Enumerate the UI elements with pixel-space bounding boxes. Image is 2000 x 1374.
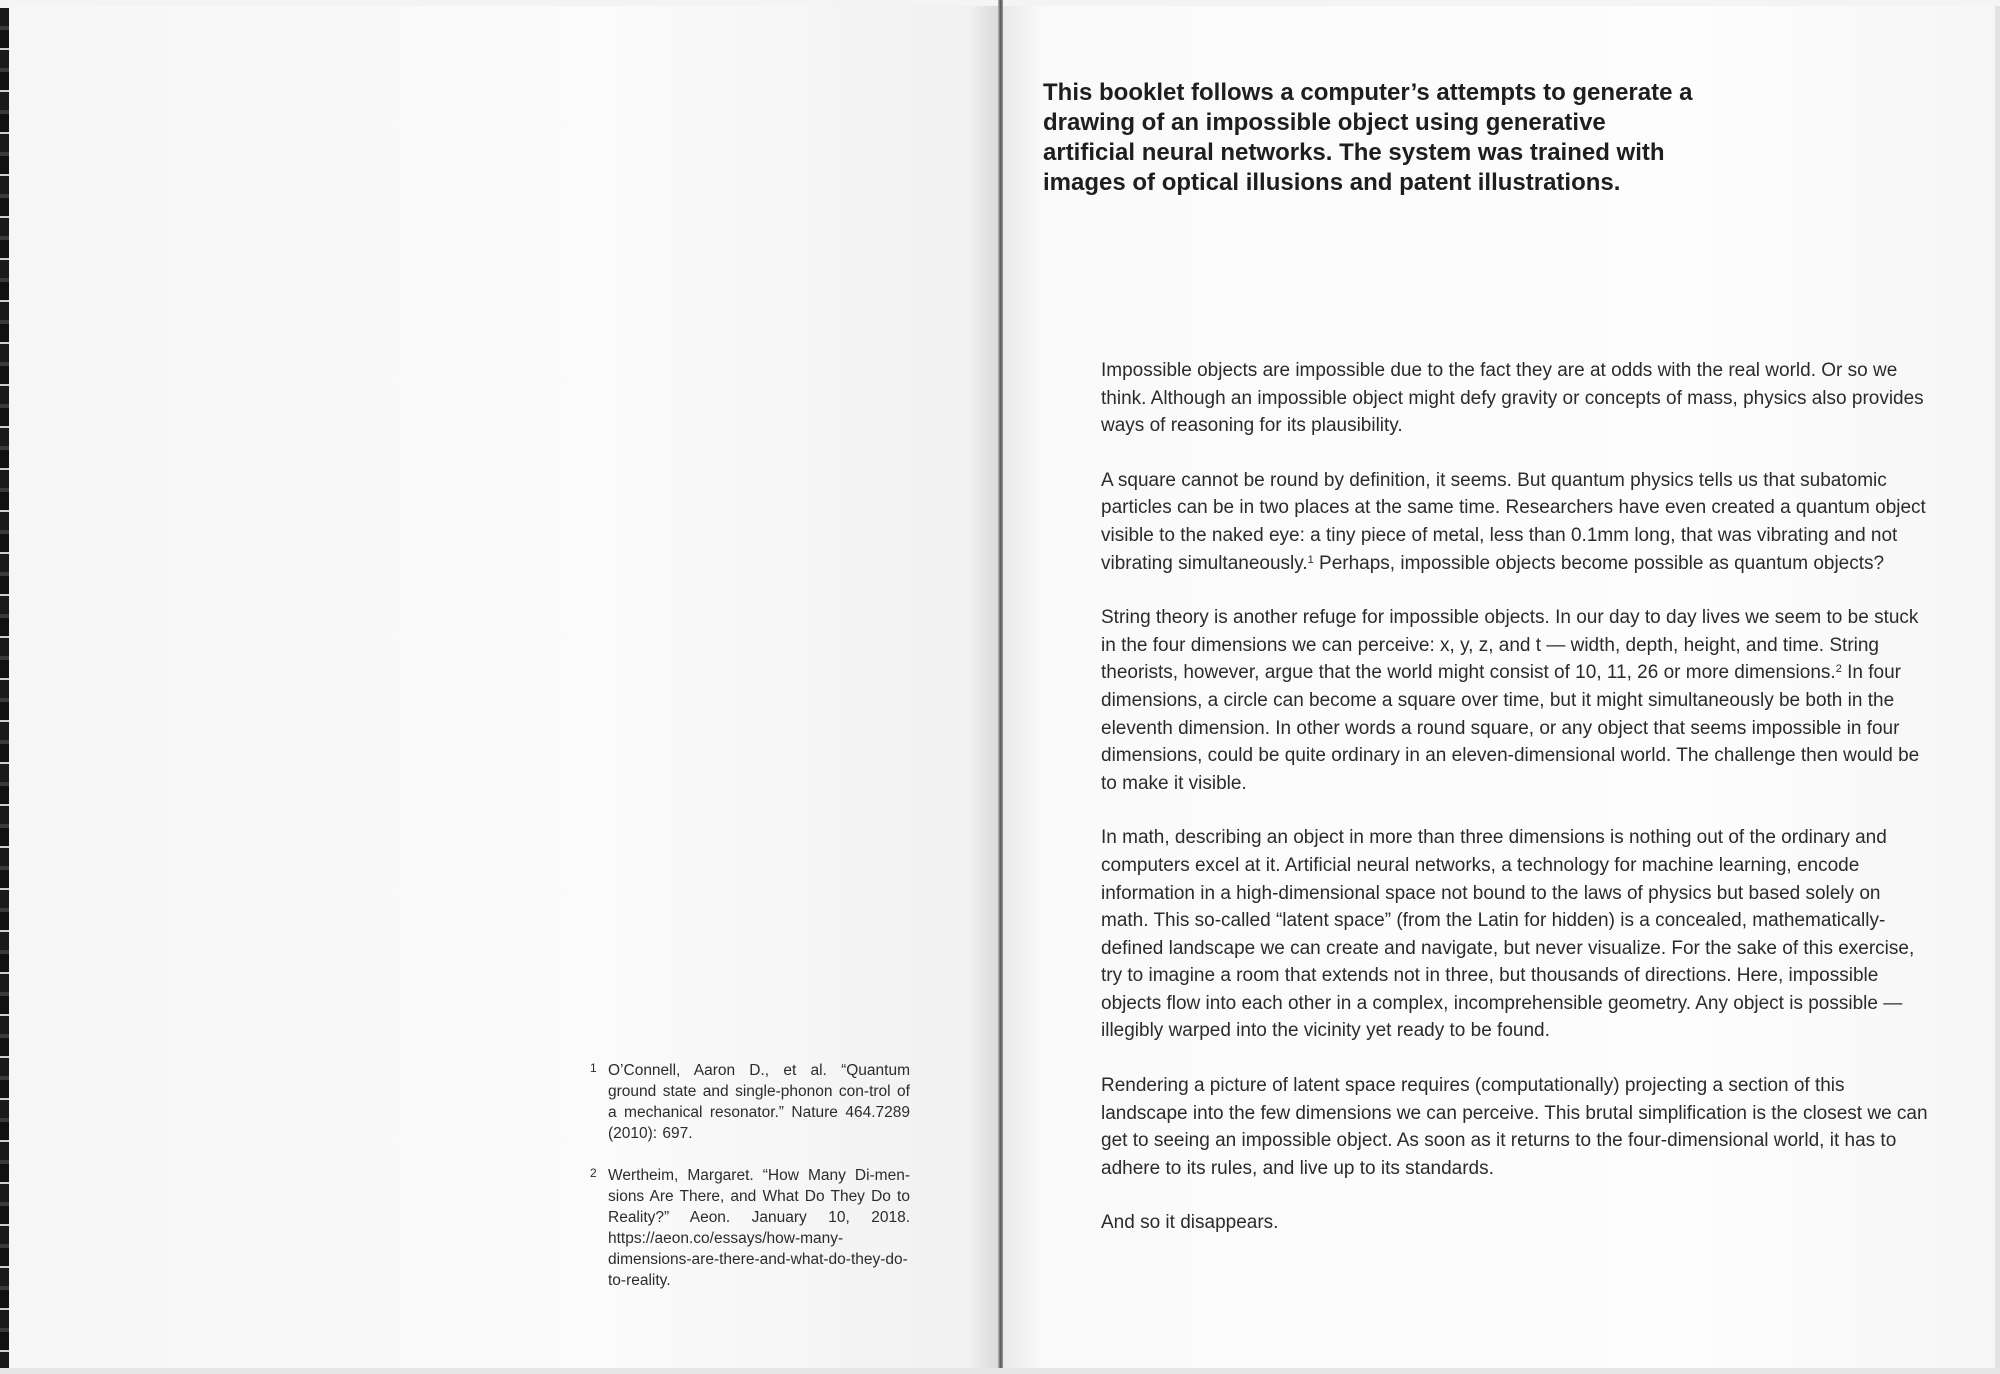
footnote-ref-1: 1 — [1307, 553, 1314, 566]
paragraph-6: And so it disappears. — [1101, 1212, 1279, 1234]
footnote-2 — [590, 1165, 910, 1291]
intro-heading: This booklet follows a computer’s attempts to generate a drawing of an impossible object using generative artificial neural networks. The system was trained with images of optical illusions and patent illustrations. — [1043, 79, 1693, 196]
footnote-1 — [590, 1060, 910, 1144]
footnote-ref-2: 2 — [1835, 663, 1842, 676]
paragraph-text: String theory is another refuge for impossible objects. In our day to day lives we seem to be stuck in the four dimensions we can perceive: x, y, z, and t — width, depth, height, and time. String theorists, however, argue that the world might consist of 10, 11, 26 or more dimensions. — [1101, 607, 1919, 684]
footnote-number: 1 — [590, 1061, 597, 1075]
footnote-text: Wertheim, Margaret. “How Many Di-men-sions Are There, and What Do They Do to Reality?” Aeon. January 10, 2018. https://aeon.co/essays/how-many-dimensions-are-there-and-what-do-they-do-to-reality. — [608, 1167, 910, 1289]
right-page-edge — [1995, 6, 2000, 1374]
paragraph-5: Rendering a picture of latent space requires (computationally) projecting a section of this landscape into the few dimensions we can perceive. This brutal simplification is the closest we can get to seeing an impossible object. As soon as it returns to the four-dimensional world, it has to adhere to its rules, and live up to its standards. — [1101, 1075, 1928, 1179]
paragraph-text: In four dimensions, a circle can become a square over time, but it might simultaneously be both in the eleventh dimension. In other words a round square, or any object that seems impossible in four dimensions, could be quite ordinary in an eleven-dimensional world. The challenge then would be to make it visible. — [1101, 662, 1920, 794]
footnote-text: O’Connell, Aaron D., et al. “Quantum ground state and single-phonon con-trol of a mechanical resonator.” Nature 464.7289 (2010): 697. — [608, 1062, 910, 1142]
footnote-number: 2 — [590, 1166, 597, 1180]
paragraph-text: A square cannot be round by definition, it seems. But quantum physics tells us that subatomic particles can be in two places at the same time. Researchers have even created a quantum object visible to the naked eye: a tiny piece of metal, less than 0.1mm long, that was vibrating and not vibrating simultaneously. — [1101, 469, 1926, 574]
paragraph-2 — [1101, 467, 1931, 577]
bottom-edge — [0, 1368, 2000, 1374]
paragraph-1: Impossible objects are impossible due to the fact they are at odds with the real world. Or so we think. Although an impossible object might defy gravity or concepts of mass, physics also provides ways of reasoning for its plausibility. — [1101, 360, 1924, 437]
essay-body — [1101, 357, 1931, 1264]
paragraph-text: Perhaps, impossible objects become possible as quantum objects? — [1313, 552, 1885, 574]
paragraph-3 — [1101, 604, 1931, 797]
paragraph-4: In math, describing an object in more than three dimensions is nothing out of the ordinary and computers excel at it. Artificial neural networks, a technology for machine learning, encode information in a high-dimensional space not bound to the laws of physics but based solely on math. This so-called “latent space” (from the Latin for hidden) is a concealed, mathematically-defined landscape we can create and navigate, but never visualize. For the sake of this exercise, try to imagine a room that extends not in three, but thousands of directions. Here, impossible objects flow into each other in a complex, incomprehensible geometry. Any object is possible — illegibly warped into the vicinity yet ready to be found. — [1101, 827, 1915, 1042]
binding-edge — [0, 8, 9, 1370]
footnotes — [590, 1060, 910, 1312]
